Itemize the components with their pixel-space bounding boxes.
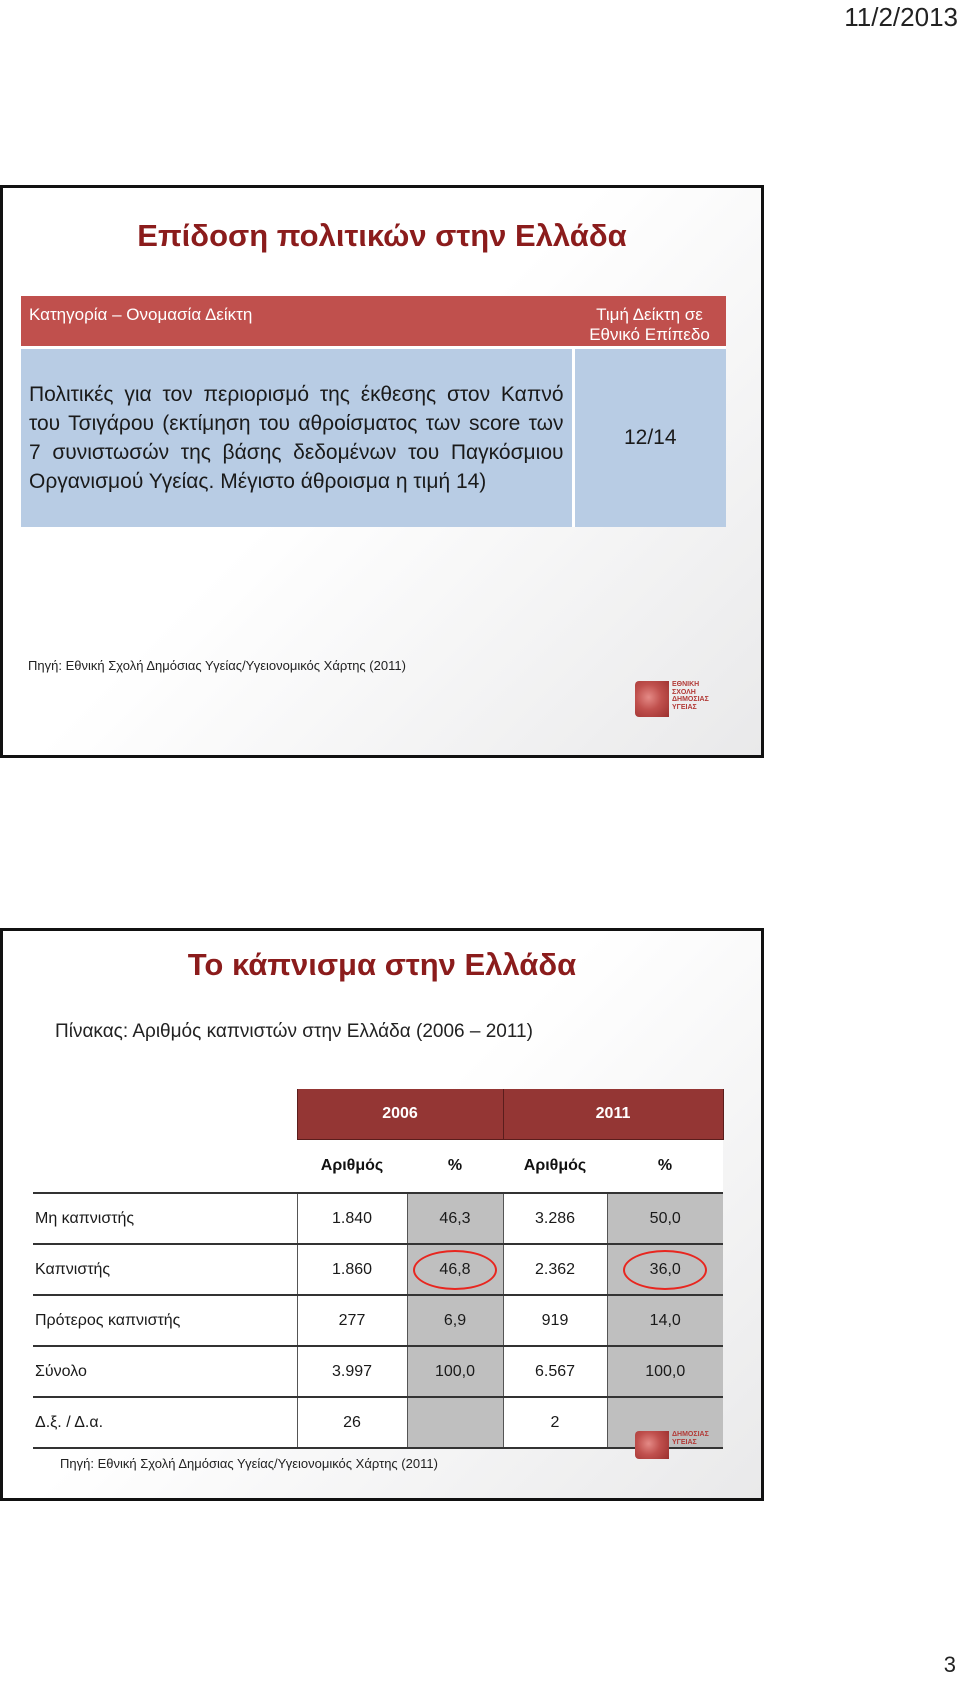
- indicator-description: Πολιτικές για τον περιορισμό της έκθεσης στον Καπνό του Τσιγάρου (εκτίμηση του αθροίσματος των score των 7 συνιστωσών της βάσης δεδομένων του Παγκόσμιου Οργανισμού Υγείας. Μέγιστο άθροισμα η τιμή 14): [21, 347, 573, 527]
- slide-smoking-greece: [0, 928, 764, 1501]
- nsph-logo-icon: [635, 1431, 717, 1459]
- source-note: Πηγή: Εθνική Σχολή Δημόσιας Υγείας/Υγειονομικός Χάρτης (2011): [60, 1456, 438, 1471]
- row-label: Πρότερος καπνιστής: [33, 1295, 297, 1346]
- percent-2006: [407, 1397, 503, 1448]
- indicator-value: 12/14: [573, 347, 726, 527]
- row-label: Μη καπνιστής: [33, 1193, 297, 1244]
- count-2011: 919: [503, 1295, 607, 1346]
- count-2006: 1.860: [297, 1244, 407, 1295]
- logo-text: ΔΗΜΟΣΙΑΣ ΥΓΕΙΑΣ: [672, 1431, 709, 1446]
- source-note: Πηγή: Εθνική Σχολή Δημόσιας Υγείας/Υγειονομικός Χάρτης (2011): [28, 658, 406, 673]
- count-2006: 26: [297, 1397, 407, 1448]
- row-label: Δ.ξ. / Δ.α.: [33, 1397, 297, 1448]
- logo-emblem-icon: [635, 681, 669, 717]
- row-label: Καπνιστής: [33, 1244, 297, 1295]
- indicator-value-header: Τιμή Δείκτη σε Εθνικό Επίπεδο: [573, 296, 726, 347]
- table-corner: [33, 1089, 297, 1140]
- percent-2006: 100,0: [407, 1346, 503, 1397]
- percent-2006-highlighted: [407, 1244, 503, 1295]
- count-2011: 2: [503, 1397, 607, 1448]
- logo-emblem-icon: [635, 1431, 669, 1459]
- count-2011: 3.286: [503, 1193, 607, 1244]
- percent-2006: 6,9: [407, 1295, 503, 1346]
- count-2011: 6.567: [503, 1346, 607, 1397]
- page-number: 3: [943, 1652, 956, 1677]
- percent-2011: 14,0: [607, 1295, 723, 1346]
- percent-2011-highlighted: [607, 1244, 723, 1295]
- subheader-percent-2006: %: [407, 1140, 503, 1194]
- count-2011: 2.362: [503, 1244, 607, 1295]
- subheader-percent-2011: %: [607, 1140, 723, 1194]
- slide-policy-performance: [0, 185, 764, 758]
- table-row: [33, 1193, 723, 1244]
- indicator-name-header: Κατηγορία – Ονομασία Δείκτη: [21, 296, 573, 347]
- slide-title: Επίδοση πολιτικών στην Ελλάδα: [137, 218, 627, 253]
- table-corner: [33, 1140, 297, 1194]
- table-row: [33, 1244, 723, 1295]
- row-label: Σύνολο: [33, 1346, 297, 1397]
- percent-2011: 100,0: [607, 1346, 723, 1397]
- logo-text: ΕΘΝΙΚΗ ΣΧΟΛΗ ΔΗΜΟΣΙΑΣ ΥΓΕΙΑΣ: [672, 681, 709, 711]
- smokers-table: [33, 1089, 724, 1449]
- slide-title: Το κάπνισμα στην Ελλάδα: [187, 947, 577, 982]
- count-2006: 1.840: [297, 1193, 407, 1244]
- percent-2006: 46,3: [407, 1193, 503, 1244]
- year-header-2011: 2011: [503, 1089, 723, 1140]
- nsph-logo-icon: [635, 681, 717, 717]
- percent-2011: 50,0: [607, 1193, 723, 1244]
- count-2006: 277: [297, 1295, 407, 1346]
- subheader-count-2006: Αριθμός: [297, 1140, 407, 1194]
- cell-value: 36,0: [649, 1260, 681, 1278]
- table-caption: Πίνακας: Αριθμός καπνιστών στην Ελλάδα (2006 – 2011): [55, 1021, 533, 1042]
- subheader-count-2011: Αριθμός: [503, 1140, 607, 1194]
- date-stamp: 11/2/2013: [844, 2, 958, 32]
- table-row: [33, 1346, 723, 1397]
- table-row: [33, 1397, 723, 1448]
- table-row: [33, 1295, 723, 1346]
- cell-value: 46,8: [439, 1260, 471, 1278]
- count-2006: 3.997: [297, 1346, 407, 1397]
- year-header-2006: 2006: [297, 1089, 503, 1140]
- indicator-table: [21, 296, 726, 527]
